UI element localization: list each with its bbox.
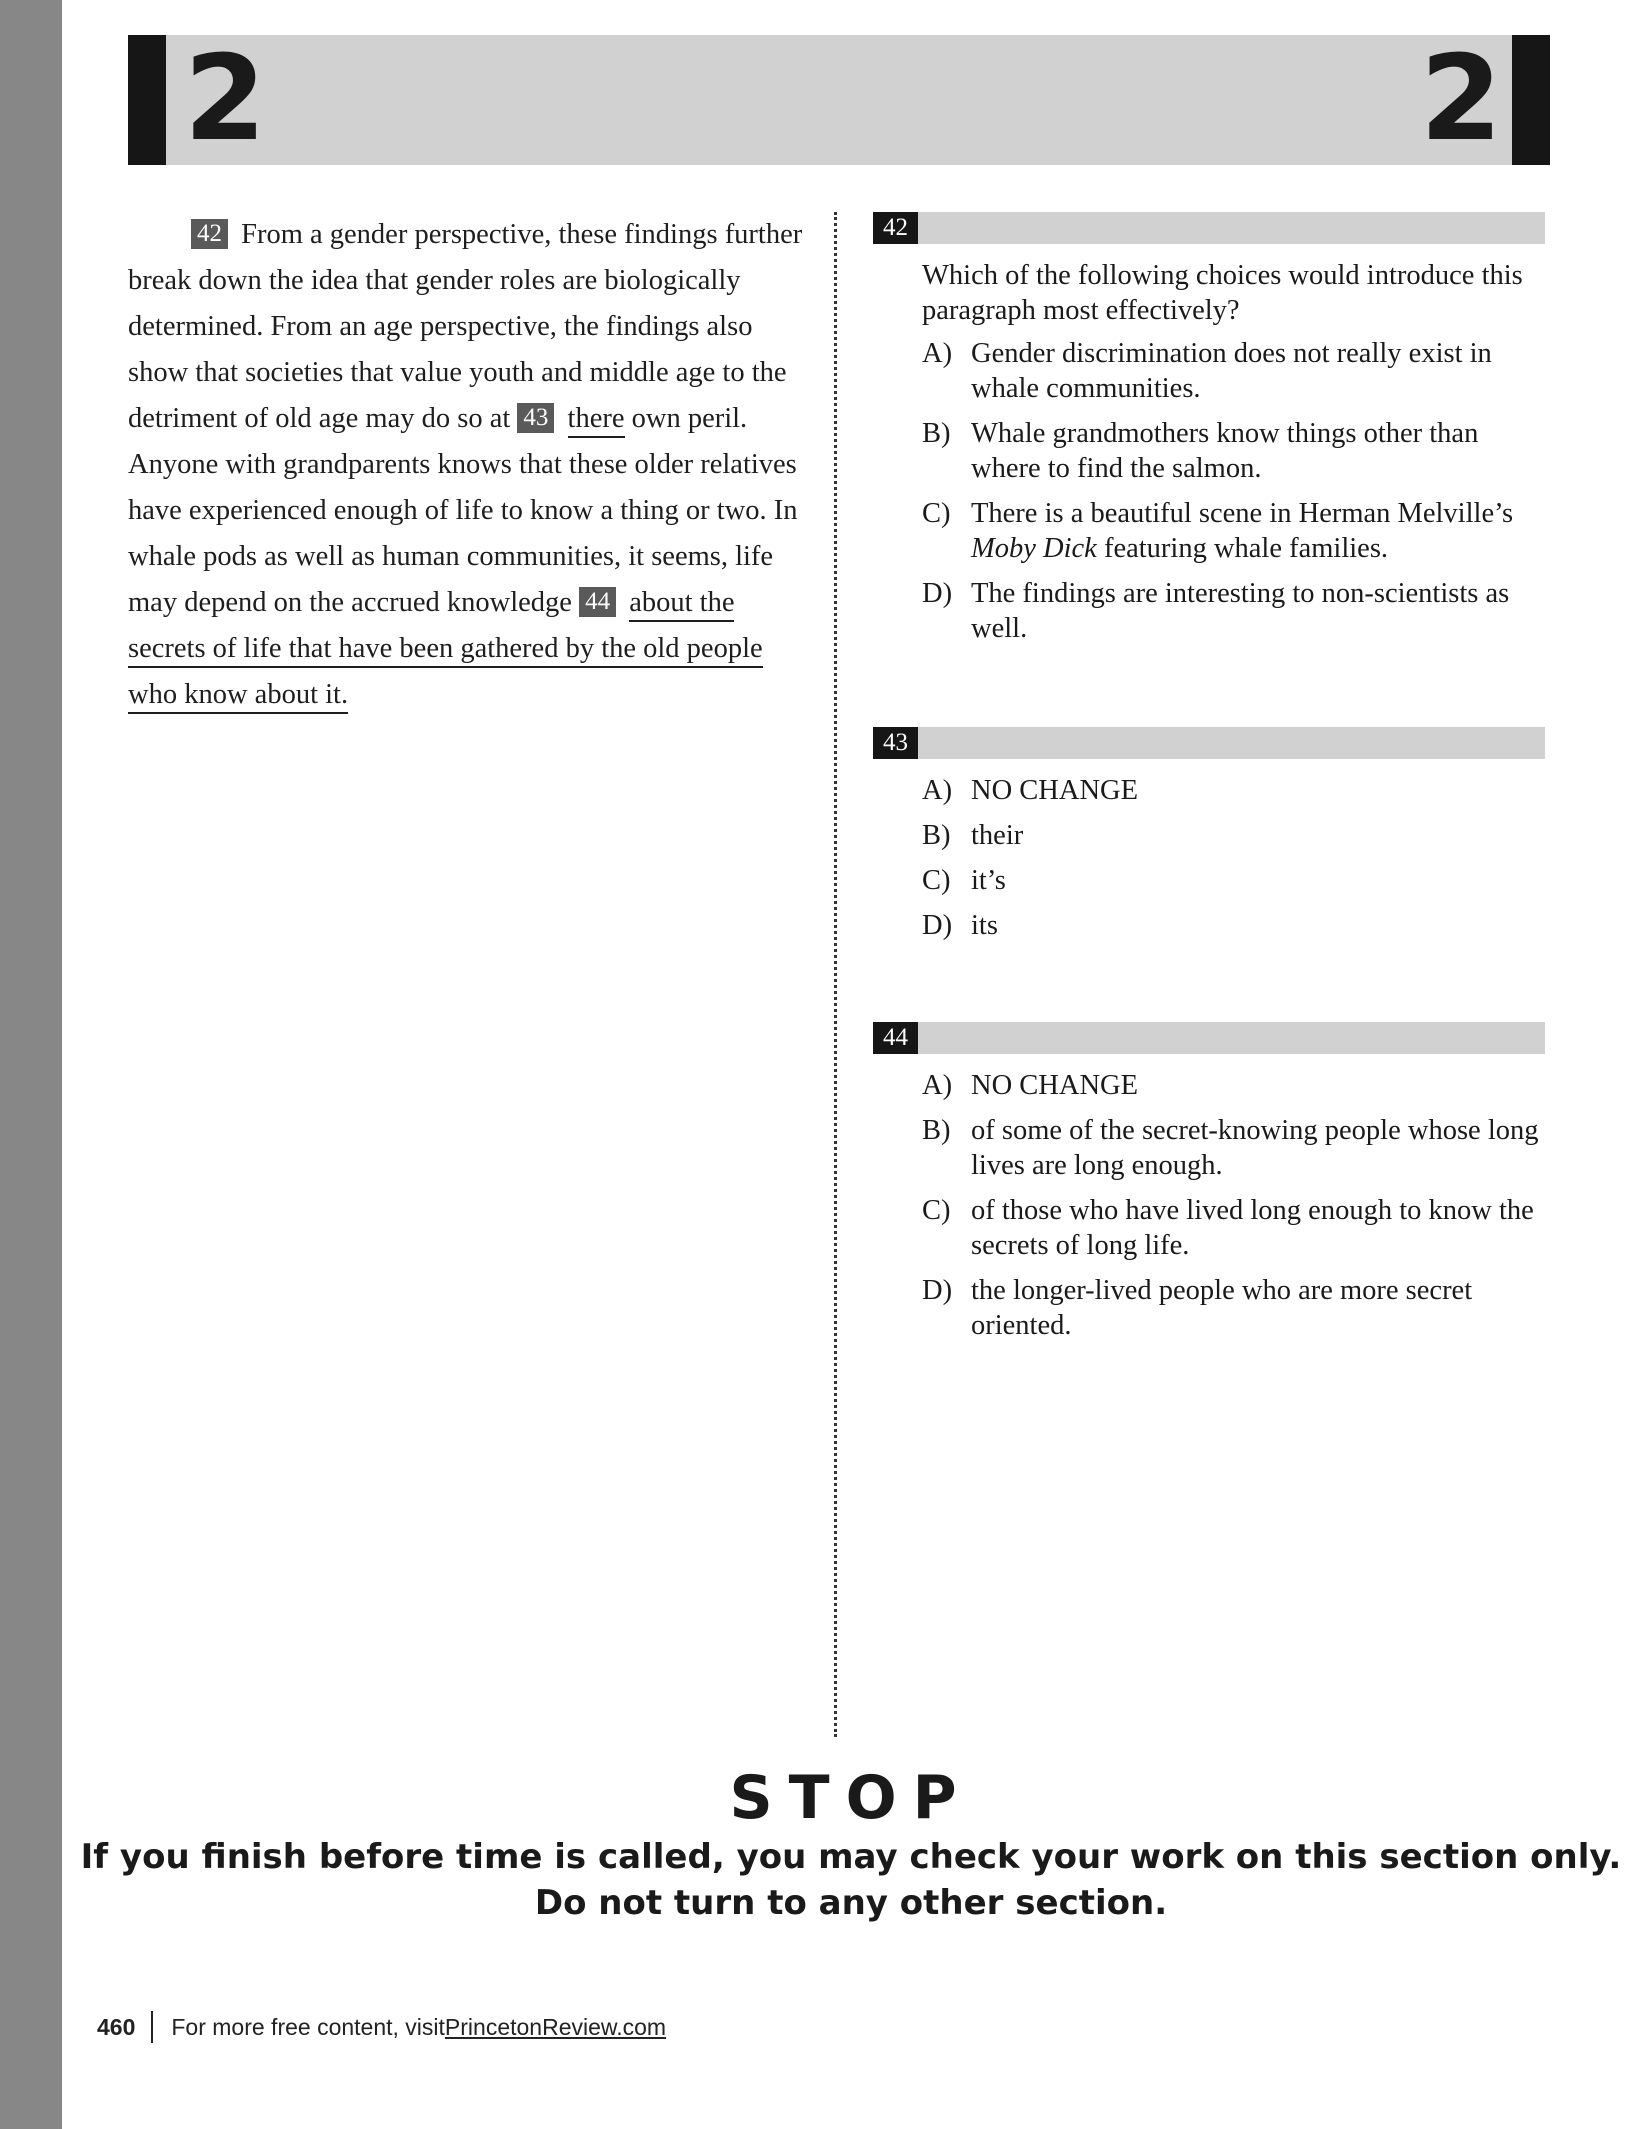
header-mark-left xyxy=(128,35,166,165)
choice-letter: B) xyxy=(922,418,951,449)
choice-letter: D) xyxy=(922,1275,953,1306)
section-number-left: 2 xyxy=(184,29,265,167)
question-number: 44 xyxy=(873,1022,918,1054)
answer-choice[interactable] xyxy=(873,908,1545,943)
answer-choice[interactable] xyxy=(873,1068,1545,1103)
choice-text: of some of the secret-knowing people whose long lives are long enough. xyxy=(971,1115,1539,1181)
page-edge-bar xyxy=(0,0,62,2129)
choice-letter: D) xyxy=(922,910,953,941)
footer-separator xyxy=(151,2011,153,2043)
choice-text: it’s xyxy=(971,865,1006,896)
answer-choice[interactable] xyxy=(873,773,1545,808)
answer-choice[interactable] xyxy=(873,576,1545,646)
underlined-portion[interactable]: about the secrets of life that have been gathered by the old people who know about it. xyxy=(128,587,763,714)
choice-text: the longer-lived people who are more secret oriented. xyxy=(971,1275,1473,1341)
choice-letter: C) xyxy=(922,498,951,529)
page-number: 460 xyxy=(97,2014,136,2040)
question-header-bar xyxy=(873,1022,1545,1054)
choice-text: their xyxy=(971,820,1024,851)
answer-choice[interactable] xyxy=(873,818,1545,853)
choice-letter: B) xyxy=(922,820,951,851)
header-mark-right xyxy=(1512,35,1550,165)
choice-text: The findings are interesting to non-scientists as well. xyxy=(971,578,1510,644)
choice-letter: A) xyxy=(922,775,953,806)
answer-choice[interactable] xyxy=(873,863,1545,898)
column-divider xyxy=(834,212,837,1737)
question-header-bar xyxy=(873,212,1545,244)
choice-text: Whale grandmothers know things other than where to find the salmon. xyxy=(971,418,1479,484)
question-block xyxy=(873,727,1545,953)
answer-choice[interactable] xyxy=(873,336,1545,406)
question-block xyxy=(873,1022,1545,1353)
footer-text: For more free content, visit xyxy=(171,2014,445,2040)
choice-letter: C) xyxy=(922,865,951,896)
page-footer xyxy=(97,2010,666,2044)
stop-instruction: If you finish before time is called, you may check your work on this section only. xyxy=(80,1837,1622,1877)
choice-text: Gender discrimination does not really exist in whale communities. xyxy=(971,338,1492,404)
choice-text: of those who have lived long enough to know the secrets of long life. xyxy=(971,1195,1534,1261)
passage-text: own peril. Anyone with grandparents knows that these older relatives have experienced enough of life to know a thing or two. In whale pods as well as human communities, it seems, life may depend on the accrued knowledge xyxy=(128,403,798,618)
passage-question-marker[interactable]: 43 xyxy=(517,403,554,433)
choice-text: NO CHANGE xyxy=(971,1070,1139,1101)
question-header-bar xyxy=(873,727,1545,759)
answer-choice[interactable] xyxy=(873,1113,1545,1183)
answer-choice[interactable] xyxy=(873,1273,1545,1343)
footer-link[interactable]: PrincetonReview.com xyxy=(444,2014,667,2040)
reading-passage xyxy=(128,212,818,718)
passage-text: From a gender perspective, these findings further break down the idea that gender roles are biologically determined. From an age perspective, the findings also show that societies that value youth and middle age to the detriment of old age may do so at xyxy=(128,219,803,434)
choice-letter: D) xyxy=(922,578,953,609)
answer-choice[interactable] xyxy=(873,416,1545,486)
question-block xyxy=(873,212,1545,656)
question-number: 42 xyxy=(873,212,918,244)
choice-letter: A) xyxy=(922,1070,953,1101)
answer-choice[interactable] xyxy=(873,1193,1545,1263)
underlined-portion[interactable]: there xyxy=(568,403,625,438)
choice-text: NO CHANGE xyxy=(971,775,1139,806)
choice-text: its xyxy=(971,910,998,941)
passage-question-marker[interactable]: 42 xyxy=(191,219,228,249)
choice-text: There is a beautiful scene in Herman Melville’s Moby Dick featuring whale families. xyxy=(971,498,1514,564)
stop-instruction: Do not turn to any other section. xyxy=(534,1883,1168,1923)
stop-heading: STOP xyxy=(729,1763,973,1833)
choice-letter: C) xyxy=(922,1195,951,1226)
passage-question-marker[interactable]: 44 xyxy=(579,587,616,617)
choice-letter: A) xyxy=(922,338,953,369)
question-stem: Which of the following choices would introduce this paragraph most effectively? xyxy=(922,260,1523,326)
section-header-band xyxy=(128,29,1550,167)
question-number: 43 xyxy=(873,727,918,759)
section-number-right: 2 xyxy=(1420,29,1501,167)
answer-choice[interactable] xyxy=(873,496,1545,566)
choice-letter: B) xyxy=(922,1115,951,1146)
